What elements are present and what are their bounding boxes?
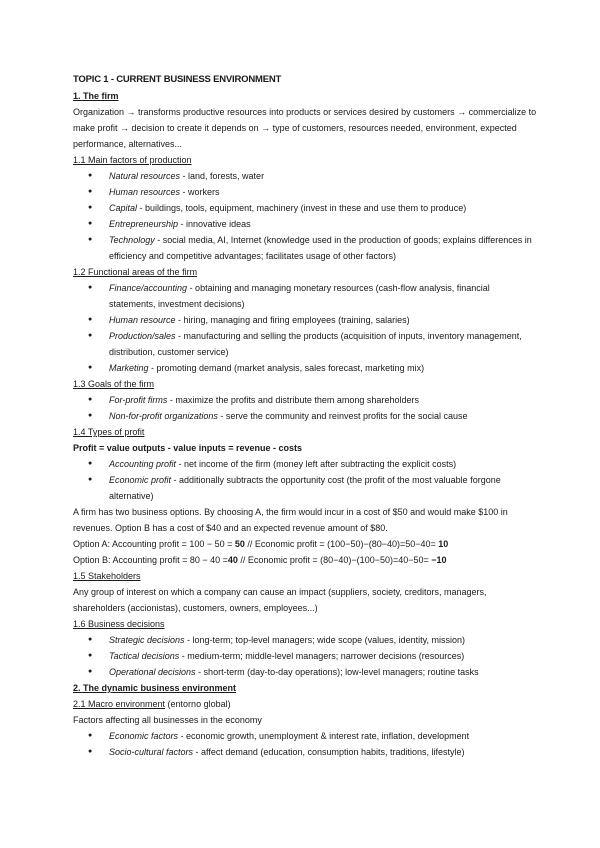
option-b-calculation: Option B: Accounting profit = 80 − 40 =40 // Economic profit = (80−40)−(100−50)=40−50= −10 bbox=[73, 555, 447, 565]
subsection-1-5-heading: 1.5 Stakeholders bbox=[73, 571, 141, 581]
list-item: ● Economic profit - additionally subtracts the opportunity cost (the profit of the most valuable forgone alternative) bbox=[73, 472, 538, 504]
subsection-1-6-heading: 1.6 Business decisions bbox=[73, 619, 165, 629]
option-a-calculation: Option A: Accounting profit = 100 − 50 = 50 // Economic profit = (100−50)−(80−40)=50−40= 10 bbox=[73, 539, 449, 549]
list-item: ● Operational decisions - short-term (day-to-day operations); low-level managers; routine tasks bbox=[73, 664, 538, 680]
section-1-intro: Organization → transforms productive resources into products or services desired by customers → commercialize to make profit → decision to create it depends on → type of customers, resources needed, environment, expected performance, alternatives... bbox=[73, 107, 537, 149]
list-item: ● Natural resources - land, forests, water bbox=[73, 168, 538, 184]
list-item: ● Socio-cultural factors - affect demand (education, consumption habits, traditions, lifestyle) bbox=[73, 744, 538, 760]
list-item: ● Entrepreneurship - innovative ideas bbox=[73, 216, 538, 232]
list-item: ● Non-for-profit organizations - serve the community and reinvest profits for the social cause bbox=[73, 408, 538, 424]
list-item: ● Marketing - promoting demand (market analysis, sales forecast, marketing mix) bbox=[73, 360, 538, 376]
page-title: TOPIC 1 - CURRENT BUSINESS ENVIRONMENT bbox=[73, 74, 282, 85]
document-content bbox=[73, 72, 538, 760]
list-item: ● Strategic decisions - long-term; top-level managers; wide scope (values, identity, mission) bbox=[73, 632, 538, 648]
profit-formula: Profit = value outputs - value inputs = revenue - costs bbox=[73, 443, 303, 453]
list-item: ● Human resources - workers bbox=[73, 184, 538, 200]
subsection-1-3-heading: 1.3 Goals of the firm bbox=[73, 379, 155, 389]
list-item: ● For-profit firms - maximize the profits and distribute them among shareholders bbox=[73, 392, 538, 408]
list-item: ● Production/sales - manufacturing and selling the products (acquisition of inputs, inventory management, distribution, customer service) bbox=[73, 328, 538, 360]
list-item: ● Technology - social media, AI, Internet (knowledge used in the production of goods; explains differences in efficiency and competitive advantages; facilitates usage of other factors) bbox=[73, 232, 538, 264]
subsection-1-4-heading: 1.4 Types of profit bbox=[73, 427, 145, 437]
subsection-1-1-heading: 1.1 Main factors of production bbox=[73, 155, 192, 165]
macro-factors-list bbox=[73, 728, 538, 760]
functional-areas-list bbox=[73, 280, 538, 376]
list-item: ● Economic factors - economic growth, unemployment & interest rate, inflation, development bbox=[73, 728, 538, 744]
list-item: ● Capital - buildings, tools, equipment, machinery (invest in these and use them to produce) bbox=[73, 200, 538, 216]
subsection-1-2-heading: 1.2 Functional areas of the firm bbox=[73, 267, 198, 277]
stakeholders-text: Any group of interest on which a company can cause an impact (suppliers, society, creditors, managers, shareholders (accionistas), customers, owners, employees...) bbox=[73, 587, 487, 613]
goals-list bbox=[73, 392, 538, 424]
decisions-list bbox=[73, 632, 538, 680]
section-2-heading: 2. The dynamic business environment bbox=[73, 683, 237, 693]
section-1-heading: 1. The firm bbox=[73, 91, 119, 101]
list-item: ● Accounting profit - net income of the firm (money left after subtracting the explicit costs) bbox=[73, 456, 538, 472]
list-item: ● Finance/accounting - obtaining and managing monetary resources (cash-flow analysis, financial statements, investment decisions) bbox=[73, 280, 538, 312]
factors-list bbox=[73, 168, 538, 264]
section-2-intro: Factors affecting all businesses in the economy bbox=[73, 715, 262, 725]
profit-types-list bbox=[73, 456, 538, 504]
list-item: ● Human resource - hiring, managing and firing employees (training, salaries) bbox=[73, 312, 538, 328]
list-item: ● Tactical decisions - medium-term; middle-level managers; narrower decisions (resources) bbox=[73, 648, 538, 664]
subsection-2-1-heading: 2.1 Macro environment (entorno global) bbox=[73, 699, 231, 709]
profit-example: A firm has two business options. By choosing A, the firm would incur in a cost of $50 and would make $100 in revenues. Option B has a cost of $40 and an expected revenue amount of $80. bbox=[73, 507, 508, 533]
